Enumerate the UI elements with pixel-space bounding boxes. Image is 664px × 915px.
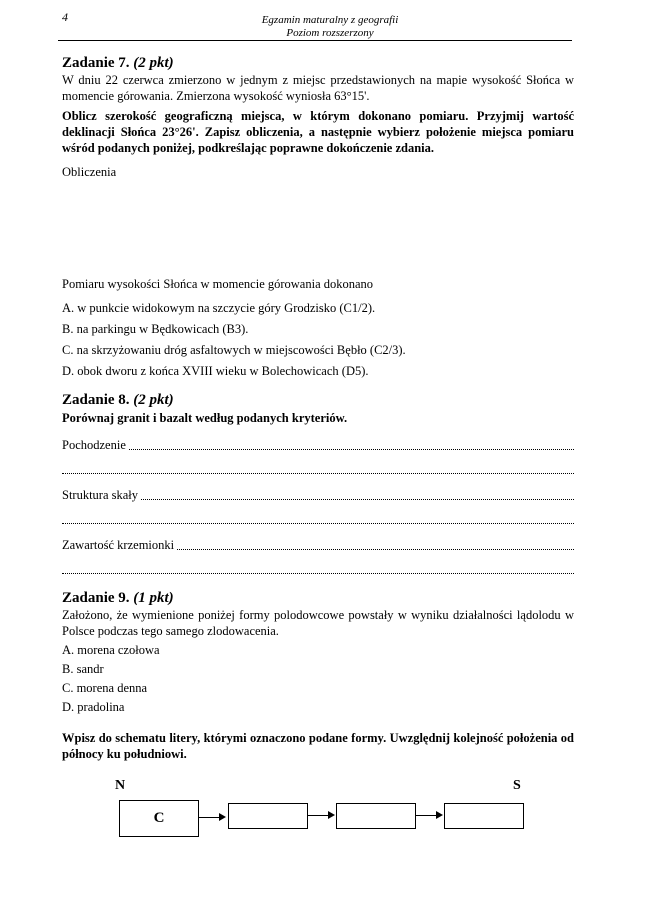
answer-line[interactable] (141, 499, 574, 500)
arrow-3 (415, 815, 437, 816)
answer-line[interactable] (62, 573, 574, 574)
arrow-1 (198, 817, 220, 818)
task8-heading (62, 392, 174, 409)
task9-text: Założono, że wymienione poniżej formy polodowcowe powstały w wyniku działalności lądolodu w Polsce podczas tego samego zlodowacenia. (62, 608, 574, 638)
answer-line[interactable] (62, 523, 574, 524)
arrow-2 (307, 815, 329, 816)
task9-heading (62, 590, 174, 607)
answer-line[interactable] (129, 449, 574, 450)
criterion-origin-continuation[interactable] (62, 461, 574, 477)
schema-box-1-letter: C (153, 810, 165, 826)
schema-box-1[interactable] (119, 800, 199, 837)
schema-box-4[interactable] (444, 803, 524, 829)
task9-instruction: Wpisz do schematu litery, którymi oznaczono podane formy. Uwzględnij kolejność położenia od północy ku południowi. (62, 731, 574, 761)
calculation-area[interactable] (62, 182, 574, 268)
exam-title: Egzamin maturalny z geografii (261, 14, 399, 26)
task7-title: Zadanie 7. (62, 55, 130, 71)
arrow-1-head (219, 813, 226, 821)
schema-box-3[interactable] (336, 803, 416, 829)
task7-instruction: Oblicz szerokość geograficzną miejsca, w którym dokonano pomiaru. Przyjmij wartość deklinacji Słońca 23°26'. Zapisz obliczenia, a następnie wybierz położenie miejsca pomiaru wśród podanych poniżej, podkreślając poprawne dokończenie zdania. (62, 109, 574, 155)
arrow-3-head (436, 811, 443, 819)
task7-heading (62, 55, 174, 72)
criterion-structure-label: Struktura skały (62, 488, 139, 502)
criterion-silica-label: Zawartość krzemionki (62, 538, 175, 552)
task7-option-c[interactable]: C. na skrzyżowaniu dróg asfaltowych w miejscowości Bębło (C2/3). (62, 343, 406, 357)
task7-option-b[interactable]: B. na parkingu w Będkowicach (B3). (62, 322, 249, 336)
task8-instruction: Porównaj granit i bazalt według podanych kryteriów. (62, 411, 348, 425)
criterion-structure-continuation[interactable] (62, 511, 574, 527)
task8-points: (2 pkt) (133, 392, 174, 408)
header-divider (58, 40, 572, 41)
task9-option-c: C. morena denna (62, 681, 148, 695)
schema-box-2[interactable] (228, 803, 308, 829)
task9-points: (1 pkt) (133, 590, 174, 606)
criterion-silica-continuation[interactable] (62, 561, 574, 577)
page-number: 4 (62, 10, 68, 24)
criterion-origin-label: Pochodzenie (62, 438, 126, 452)
south-label: S (513, 778, 521, 793)
exam-header (210, 14, 450, 40)
arrow-2-head (328, 811, 335, 819)
task8-title: Zadanie 8. (62, 392, 130, 408)
answer-line[interactable] (177, 549, 574, 550)
task9-option-b: B. sandr (62, 662, 104, 676)
criterion-silica-row[interactable] (62, 537, 574, 553)
task7-option-a[interactable]: A. w punkcie widokowym na szczycie góry Grodzisko (C1/2). (62, 301, 376, 315)
answer-line[interactable] (62, 473, 574, 474)
north-label: N (115, 778, 126, 793)
exam-level: Poziom rozszerzony (286, 27, 374, 39)
task9-option-d: D. pradolina (62, 700, 125, 714)
task9-option-a: A. morena czołowa (62, 643, 160, 657)
completion-stem: Pomiaru wysokości Słońca w momencie górowania dokonano (62, 277, 374, 291)
criterion-origin-row[interactable] (62, 437, 574, 453)
task7-points: (2 pkt) (133, 55, 174, 71)
task7-text: W dniu 22 czerwca zmierzono w jednym z miejsc przedstawionych na mapie wysokość Słońca w momencie górowania. Zmierzona wysokość wyniosła 63°15'. (62, 73, 574, 103)
task9-title: Zadanie 9. (62, 590, 130, 606)
task7-option-d[interactable]: D. obok dworu z końca XVIII wieku w Bolechowicach (D5). (62, 364, 369, 378)
criterion-structure-row[interactable] (62, 487, 574, 503)
calc-label: Obliczenia (62, 165, 117, 179)
